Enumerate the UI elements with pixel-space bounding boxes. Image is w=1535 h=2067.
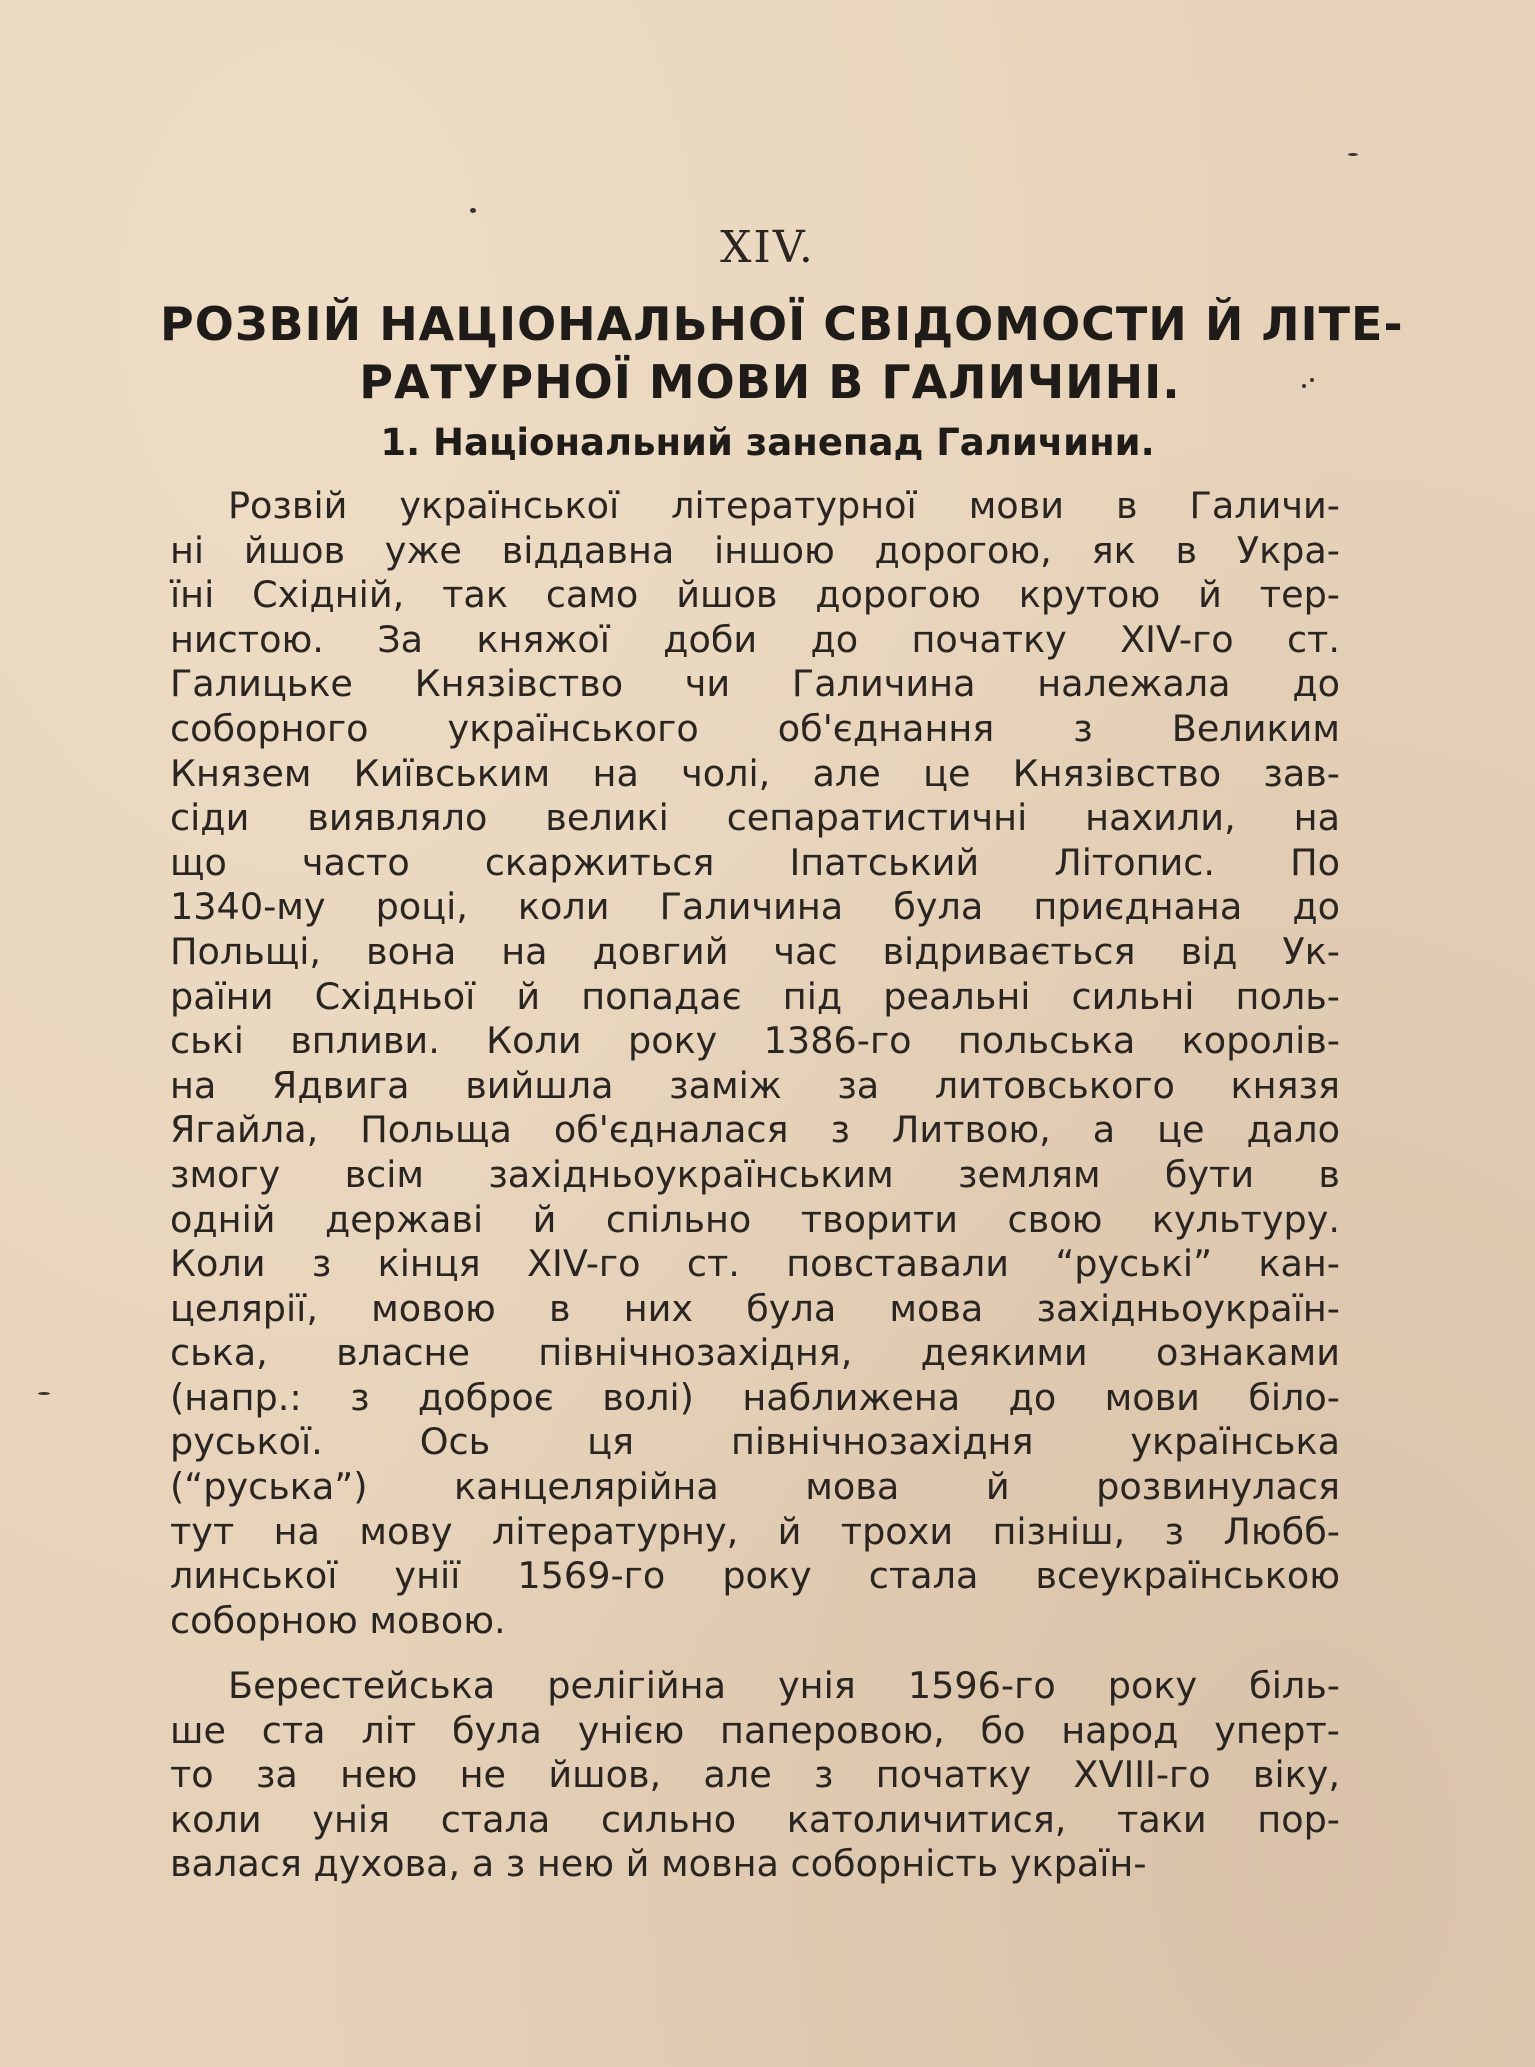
text-line: (“руська”) канцелярійна мова й розвинулася	[170, 1465, 1340, 1509]
print-speck	[38, 1392, 50, 1395]
text-line: (напр.: з доброє волі) наближена до мови біло-	[170, 1375, 1340, 1419]
paragraph	[170, 484, 1340, 1643]
text-line: 1340-му році, коли Галичина була приєднана до	[170, 885, 1340, 929]
text-line: змогу всім західньоукраїнським землям бути в	[170, 1152, 1340, 1196]
print-speck	[1348, 153, 1358, 156]
text-line: ська, власне північнозахідня, деякими ознаками	[170, 1331, 1340, 1375]
print-speck	[1310, 378, 1314, 382]
text-line: валася духова, а з нею й мовна соборність україн-	[170, 1842, 1147, 1886]
text-line: їні Східній, так само йшов дорогою крутою й тер-	[170, 573, 1340, 617]
text-line: то за нею не йшов, але з початку XVIII-го віку,	[170, 1753, 1340, 1797]
text-line: Князем Київським на чолі, але це Князівство зав-	[170, 751, 1340, 795]
text-line: тут на мову літературну, й трохи пізніш, з Любб-	[170, 1509, 1340, 1553]
text-line: соборною мовою.	[170, 1598, 506, 1642]
print-speck	[1302, 384, 1306, 388]
text-line: Галицьке Князівство чи Галичина належала до	[170, 662, 1340, 706]
text-line: Розвій української літературної мови в Галичи-	[228, 484, 1340, 527]
print-speck	[470, 208, 476, 213]
text-line: одній державі й спільно творити свою культуру.	[170, 1197, 1340, 1241]
text-line: на Ядвига вийшла заміж за литовського князя	[170, 1063, 1340, 1107]
chapter-title	[160, 295, 1404, 411]
text-line: линської унії 1569-го року стала всеукраїнською	[170, 1554, 1340, 1598]
chapter-title-line: РАТУРНОЇ МОВИ В ГАЛИЧИНІ.	[359, 355, 1181, 409]
text-line: раїни Східньої й попадає під реальні сильні поль-	[170, 974, 1340, 1018]
text-line: целярії, мовою в них була мова західньоукраїн-	[170, 1286, 1340, 1330]
text-line: Берестейська релігійна унія 1596-го року біль-	[228, 1664, 1340, 1707]
text-line: коли унія стала сильно католичитися, таки пор-	[170, 1797, 1340, 1841]
section-title: 1. Національний занепад Галичини.	[380, 421, 1155, 464]
text-line: Польщі, вона на довгий час відривається від Ук-	[170, 929, 1340, 973]
text-line: ські впливи. Коли року 1386-го польська королів-	[170, 1019, 1340, 1063]
text-line: сіди виявляло великі сепаратистичні нахили, на	[170, 796, 1340, 840]
chapter-title-line: РОЗВІЙ НАЦІОНАЛЬНОЇ СВІДОМОСТИ Й ЛІТЕ-	[160, 297, 1404, 351]
text-line: ше ста літ була унією паперовою, бо народ уперт-	[170, 1708, 1340, 1752]
text-line: соборного українського об'єднання з Великим	[170, 706, 1340, 750]
text-line: Коли з кінця XIV-го ст. повставали “руські” кан-	[170, 1242, 1340, 1286]
chapter-number: XIV.	[720, 222, 815, 273]
text-line: ні йшов уже віддавна іншою дорогою, як в Укра-	[170, 528, 1340, 572]
text-line: Ягайла, Польща об'єдналася з Литвою, а це дало	[170, 1108, 1340, 1152]
text-line: руської. Ось ця північнозахідня українська	[170, 1420, 1340, 1464]
text-line: нистою. За княжої доби до початку XIV-го ст.	[170, 617, 1340, 661]
paragraph	[170, 1664, 1340, 1887]
text-line: що часто скаржиться Іпатський Літопис. По	[170, 840, 1340, 884]
